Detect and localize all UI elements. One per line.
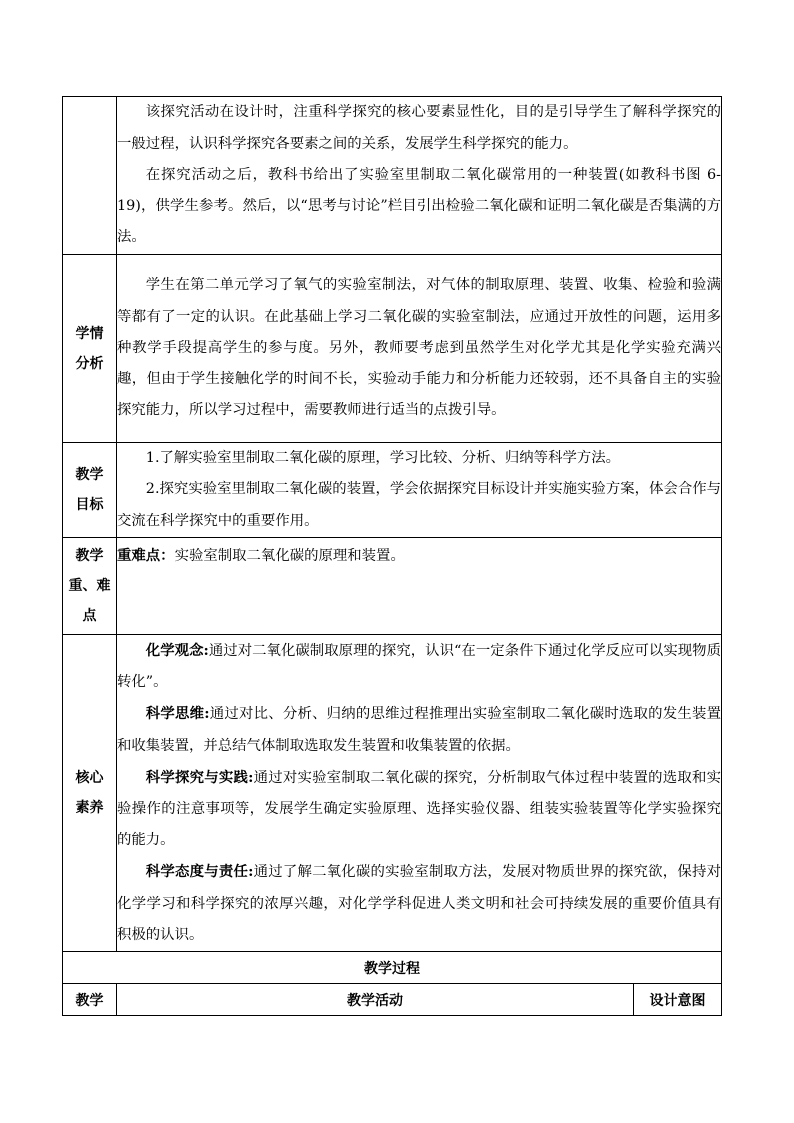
lesson-plan-table — [62, 96, 722, 1016]
literacy-item — [117, 698, 721, 761]
process-header-row — [63, 984, 722, 1016]
process-title-row — [63, 952, 722, 984]
goals-content-cell — [117, 443, 722, 538]
goals-label-line: 目标 — [75, 497, 104, 513]
keypoints-paragraph — [117, 540, 721, 572]
header-col-intent: 设计意图 — [633, 984, 721, 1016]
literacy-heading: 科学探究与实践: — [145, 768, 254, 786]
keypoints-text: 实验室制取二氧化碳的原理和装置。 — [174, 548, 405, 564]
intro-paragraph: 在探究活动之后，教科书给出了实验室里制取二氧化碳常用的一种装置(如教科书图 6-19)，供学生参考。然后，以“思考与讨论”栏目引出检验二氧化碳和证明二氧化碳是否集满的方法。 — [117, 166, 721, 246]
process-title: 教学过程 — [63, 952, 722, 984]
literacy-label — [63, 635, 117, 952]
literacy-text: 通过了解二氧化碳的实验室制取方法，发展对物质世界的探究欲，保持对化学学习和科学探究的浓厚兴趣，对化学学科促进人类文明和社会可持续发展的重要价值具有积极的认识。 — [117, 864, 721, 943]
keypoints-label-line: 点 — [82, 608, 97, 624]
literacy-text: 通过对实验室制取二氧化碳的探究，分析制取气体过程中装置的选取和实验操作的注意事项等，发展学生确定实验原理、选择实验仪器、组装实验装置等化学实验探究的能力。 — [117, 769, 721, 849]
goals-row — [63, 443, 722, 538]
intro-label-cell — [63, 97, 117, 255]
intro-content-cell — [117, 97, 722, 255]
analysis-row — [63, 255, 722, 443]
header-col-activity: 教学活动 — [117, 984, 634, 1016]
analysis-paragraph: 学生在第二单元学习了氧气的实验室制法，对气体的制取原理、装置、收集、检验和验满等都有了一定的认识。在此基础上学习二氧化碳的实验室制法，应通过开放性的问题，运用多种教学手段提高学生的参与度。另外，教师要考虑到虽然学生对化学尤其是化学实验充满兴趣，但由于学生接触化学的时间不长，实验动手能力和分析能力还较弱，还不具备自主的实验探究能力，所以学习过程中，需要教师进行适当的点拨引导。 — [117, 277, 721, 419]
keypoints-label-line: 重、难 — [68, 578, 111, 594]
literacy-label-line: 核心 — [75, 770, 104, 787]
goal-item: 1.了解实验室里制取二氧化碳的原理，学习比较、分析、归纳等科学方法。 — [145, 450, 621, 467]
literacy-heading: 科学态度与责任: — [145, 863, 254, 881]
literacy-heading: 科学思维: — [145, 705, 210, 723]
literacy-item — [117, 856, 721, 951]
literacy-row — [63, 635, 722, 952]
analysis-label — [63, 255, 117, 443]
keypoints-content-cell — [117, 538, 722, 635]
literacy-item — [117, 635, 721, 698]
intro-row — [63, 97, 722, 255]
literacy-text: 通过对比、分析、归纳的思维过程推理出实验室制取二氧化碳时选取的发生装置和收集装置，并总结气体制取选取发生装置和收集装置的依据。 — [117, 706, 721, 754]
literacy-content-cell — [117, 635, 722, 952]
goals-label-line: 教学 — [75, 467, 104, 483]
analysis-label-line: 学情 — [75, 325, 104, 342]
goal-item: 2.探究实验室里制取二氧化碳的装置，学会依据探究目标设计并实施实验方案，体会合作与交流在科学探究中的重要作用。 — [117, 481, 721, 529]
keypoints-label — [63, 538, 117, 635]
literacy-label-line: 素养 — [75, 800, 104, 817]
keypoints-row — [63, 538, 722, 635]
keypoints-heading: 重难点： — [117, 547, 175, 564]
literacy-item — [117, 762, 721, 857]
literacy-heading: 化学观念: — [145, 642, 209, 659]
literacy-text: 通过对二氧化碳制取原理的探究，认识“在一定条件下通过化学反应可以实现物质转化”。 — [117, 643, 721, 691]
header-col-stage: 教学 — [63, 984, 117, 1016]
analysis-label-line: 分析 — [75, 355, 104, 372]
intro-paragraph: 该探究活动在设计时，注重科学探究的核心要素显性化，目的是引导学生了解科学探究的一般过程，认识科学探究各要素之间的关系，发展学生科学探究的能力。 — [117, 104, 721, 152]
goals-label — [63, 443, 117, 538]
analysis-content-cell — [117, 255, 722, 443]
keypoints-label-line: 教学 — [75, 548, 104, 564]
